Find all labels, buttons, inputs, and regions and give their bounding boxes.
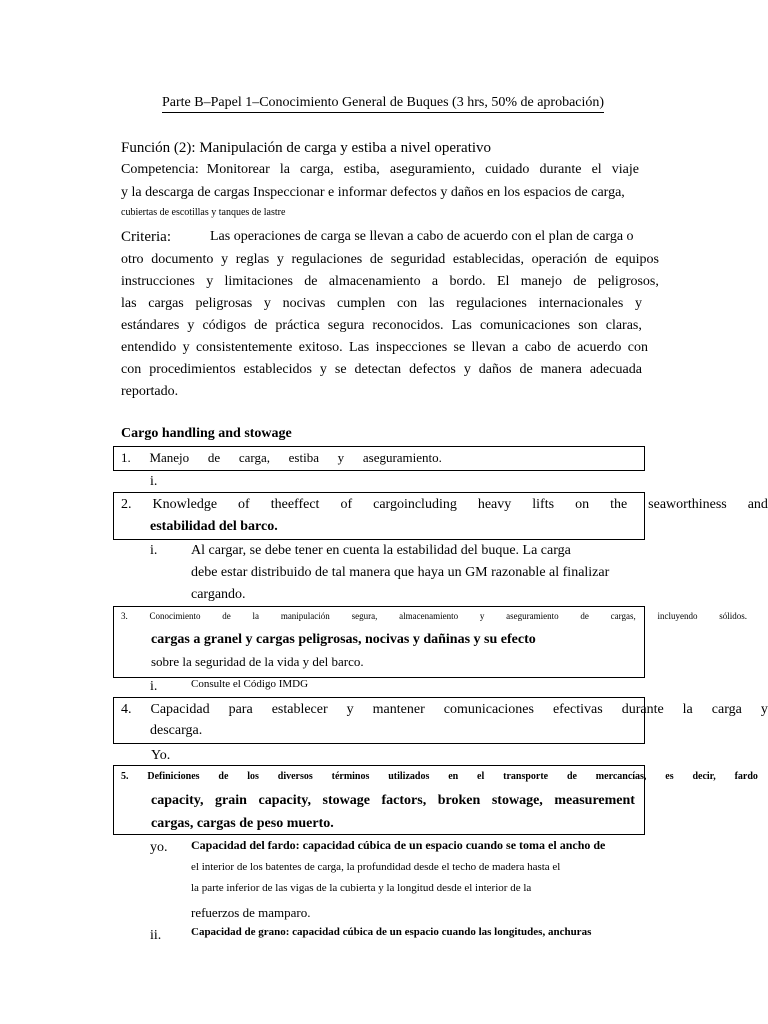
item-5-sub2-line1: Capacidad de grano: capacidad cúbica de un espacio cuando las longitudes, anchuras	[191, 926, 592, 938]
item-3-sub-text: Consulte el Código IMDG	[191, 678, 309, 690]
item-4-sub-numeral: Yo.	[151, 748, 171, 763]
item-5-sub1-line2: el interior de los batentes de carga, la profundidad desde el techo de madera hasta el	[191, 861, 561, 873]
function-heading: Función (2): Manipulación de carga y estiba a nivel operativo	[121, 140, 492, 156]
criteria-line: con procedimientos establecidos y se detectan defectos y daños de manera adecuada	[121, 362, 642, 377]
criteria-line1: Las operaciones de carga se llevan a cabo de acuerdo con el plan de carga o	[210, 229, 634, 244]
competencia-line2: y la descarga de cargas Inspeccionar e informar defectos y daños en los espacios de carga,	[121, 185, 625, 200]
criteria-line: otro documento y reglas y regulaciones de seguridad establecidas, operación de equipos	[121, 252, 659, 267]
item-5-line3: cargas, cargas de peso muerto.	[151, 816, 334, 831]
criteria-line: estándares y códigos de práctica segura reconocidos. Las comunicaciones son claras,	[121, 318, 642, 333]
item-2-sub-line3: cargando.	[191, 587, 246, 602]
criteria-last-line: reportado.	[121, 384, 179, 399]
item-2-sub-line2: debe estar distribuido de tal manera que haya un GM razonable al finalizar	[191, 565, 610, 580]
item-3-line2: cargas a granel y cargas peligrosas, nocivas y dañinas y su efecto	[151, 632, 536, 647]
item-2-sub-numeral: i.	[150, 543, 158, 558]
item-3-text: 3. Conocimiento de la manipulación segura, almacenamiento y aseguramiento de cargas, incluyendo sólidos.	[121, 611, 747, 621]
item-5-text: 5. Definiciones de los diversos términos utilizados en el transporte de mercancías, es decir, fardo	[121, 771, 758, 782]
competencia-line1	[121, 162, 639, 178]
competencia-line3: cubiertas de escotillas y tanques de lastre	[121, 207, 286, 218]
item-3-sub-numeral: i.	[150, 679, 158, 694]
item-2-line2: estabilidad del barco.	[150, 519, 278, 534]
item-3-line3: sobre la seguridad de la vida y del barco.	[151, 654, 364, 669]
section-heading: Cargo handling and stowage	[121, 426, 292, 441]
criteria-line: entendido y consistentemente exitoso. Las inspecciones se llevan a cabo de acuerdo con	[121, 340, 648, 355]
page-title: Parte B–Papel 1–Conocimiento General de Buques (3 hrs, 50% de aprobación)	[162, 95, 604, 113]
item-5-sub1-line1: Capacidad del fardo: capacidad cúbica de un espacio cuando se toma el ancho de	[191, 838, 606, 852]
item-2-sub-line1: Al cargar, se debe tener en cuenta la estabilidad del buque. La carga	[191, 543, 571, 558]
item-1-text: 1. Manejo de carga, estiba y aseguramiento.	[121, 450, 442, 465]
item-5-sub1-numeral: yo.	[150, 840, 168, 855]
item-4-line2: descarga.	[150, 723, 203, 738]
item-5-sub1-line3: la parte inferior de las vigas de la cubierta y la longitud desde el interior de la	[191, 882, 532, 894]
item-5-sub2-numeral: ii.	[150, 928, 162, 943]
item-2-text: 2. Knowledge of theeffect of cargoincluding heavy lifts on the seaworthiness and	[121, 497, 768, 512]
criteria-line: instrucciones y limitaciones de almacenamiento a bordo. El manejo de peligrosos,	[121, 274, 659, 289]
item-5-line2: capacity, grain capacity, stowage factors, broken stowage, measurement	[151, 793, 635, 808]
competencia-words: Monitorear la carga, estiba, aseguramiento, cuidado durante el viaje	[206, 162, 639, 177]
criteria-line: las cargas peligrosas y nocivas cumplen con las regulaciones internacionales y	[121, 296, 642, 311]
item-1-sub-numeral: i.	[150, 474, 158, 489]
criteria-label: Criteria:	[121, 229, 171, 245]
item-5-sub1-line4: refuerzos de mamparo.	[191, 905, 311, 920]
competencia-label: Competencia:	[121, 162, 199, 177]
item-4-text: 4. Capacidad para establecer y mantener comunicaciones efectivas durante la carga y	[121, 702, 768, 717]
